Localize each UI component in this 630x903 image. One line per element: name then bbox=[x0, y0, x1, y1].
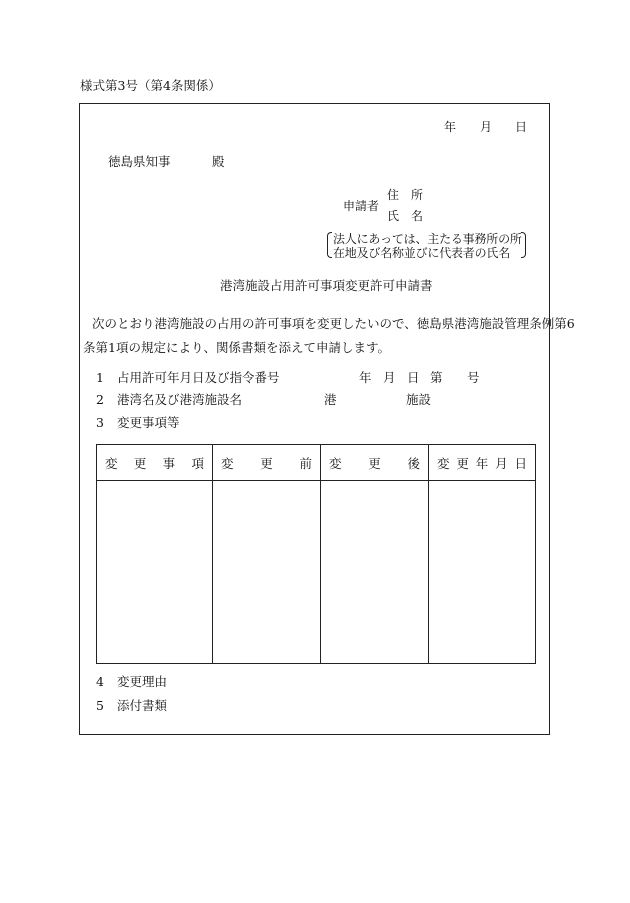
corporation-note-line-2: 在地及び名称並びに代表者の氏名 bbox=[333, 246, 511, 260]
table-row bbox=[97, 481, 536, 664]
honorific: 殿 bbox=[212, 154, 225, 169]
header-char: 変 bbox=[221, 455, 234, 471]
item-1-dai: 第 bbox=[430, 370, 443, 385]
item-1-month: 月 bbox=[383, 370, 396, 385]
item-2-port: 港 bbox=[324, 392, 337, 407]
item-5-label: 添付書類 bbox=[117, 698, 168, 713]
name-label: 氏 名 bbox=[387, 209, 424, 223]
item-1-go: 号 bbox=[467, 370, 480, 385]
item-2-facility: 施設 bbox=[406, 392, 432, 407]
item-5-number: 5 bbox=[96, 698, 104, 713]
header-char: 更 bbox=[133, 455, 147, 471]
item-1-year: 年 bbox=[359, 370, 372, 385]
cell-change-item[interactable] bbox=[97, 481, 213, 664]
header-char: 前 bbox=[299, 455, 312, 471]
date-month-label: 月 bbox=[480, 120, 493, 134]
document-title: 港湾施設占用許可事項変更許可申請書 bbox=[220, 278, 433, 293]
header-change-item bbox=[97, 445, 213, 481]
header-char: 月 bbox=[495, 455, 508, 471]
date-day-label: 日 bbox=[515, 120, 528, 134]
header-char: 更 bbox=[456, 455, 469, 471]
corporation-note-line-1: 法人にあっては、主たる事務所の所 bbox=[333, 232, 522, 246]
cell-change-date[interactable] bbox=[429, 481, 536, 664]
item-1-number: 1 bbox=[96, 370, 104, 385]
item-4-number: 4 bbox=[96, 674, 104, 689]
header-char: 変 bbox=[437, 455, 450, 471]
addressee: 徳島県知事 bbox=[108, 154, 171, 169]
body-text-line-1: 次のとおり港湾施設の占用の許可事項を変更したいので、徳島県港湾施設管理条例第6 bbox=[92, 316, 575, 331]
item-1-day: 日 bbox=[407, 370, 420, 385]
header-char: 更 bbox=[368, 455, 381, 471]
header-change-date bbox=[429, 445, 536, 481]
header-char: 項 bbox=[191, 455, 204, 471]
item-3-label: 変更事項等 bbox=[117, 415, 180, 430]
header-char: 事 bbox=[162, 455, 176, 471]
header-char: 日 bbox=[514, 455, 527, 471]
item-4-label: 変更理由 bbox=[117, 674, 168, 689]
header-char: 変 bbox=[105, 455, 118, 471]
applicant-label: 申請者 bbox=[343, 199, 380, 213]
header-after-change bbox=[321, 445, 429, 481]
cell-before-change[interactable] bbox=[213, 481, 321, 664]
header-char: 後 bbox=[407, 455, 420, 471]
header-before-change bbox=[213, 445, 321, 481]
corporation-note bbox=[327, 232, 526, 260]
item-1-label: 占用許可年月日及び指令番号 bbox=[117, 370, 280, 385]
item-2-label: 港湾名及び港湾施設名 bbox=[117, 392, 243, 407]
right-bracket bbox=[521, 232, 526, 258]
change-table bbox=[96, 444, 536, 664]
left-bracket bbox=[327, 232, 332, 258]
header-char: 変 bbox=[329, 455, 342, 471]
item-2-number: 2 bbox=[96, 392, 104, 407]
item-3-number: 3 bbox=[96, 415, 104, 430]
header-char: 更 bbox=[260, 455, 273, 471]
address-label: 住 所 bbox=[387, 188, 424, 202]
table-header-row bbox=[97, 445, 536, 481]
form-number-label: 様式第3号（第4条関係） bbox=[80, 78, 221, 93]
header-char: 年 bbox=[475, 455, 489, 471]
date-year-label: 年 bbox=[444, 120, 457, 134]
body-text-line-2: 条第1項の規定により、関係書類を添えて申請します。 bbox=[83, 340, 390, 355]
cell-after-change[interactable] bbox=[321, 481, 429, 664]
